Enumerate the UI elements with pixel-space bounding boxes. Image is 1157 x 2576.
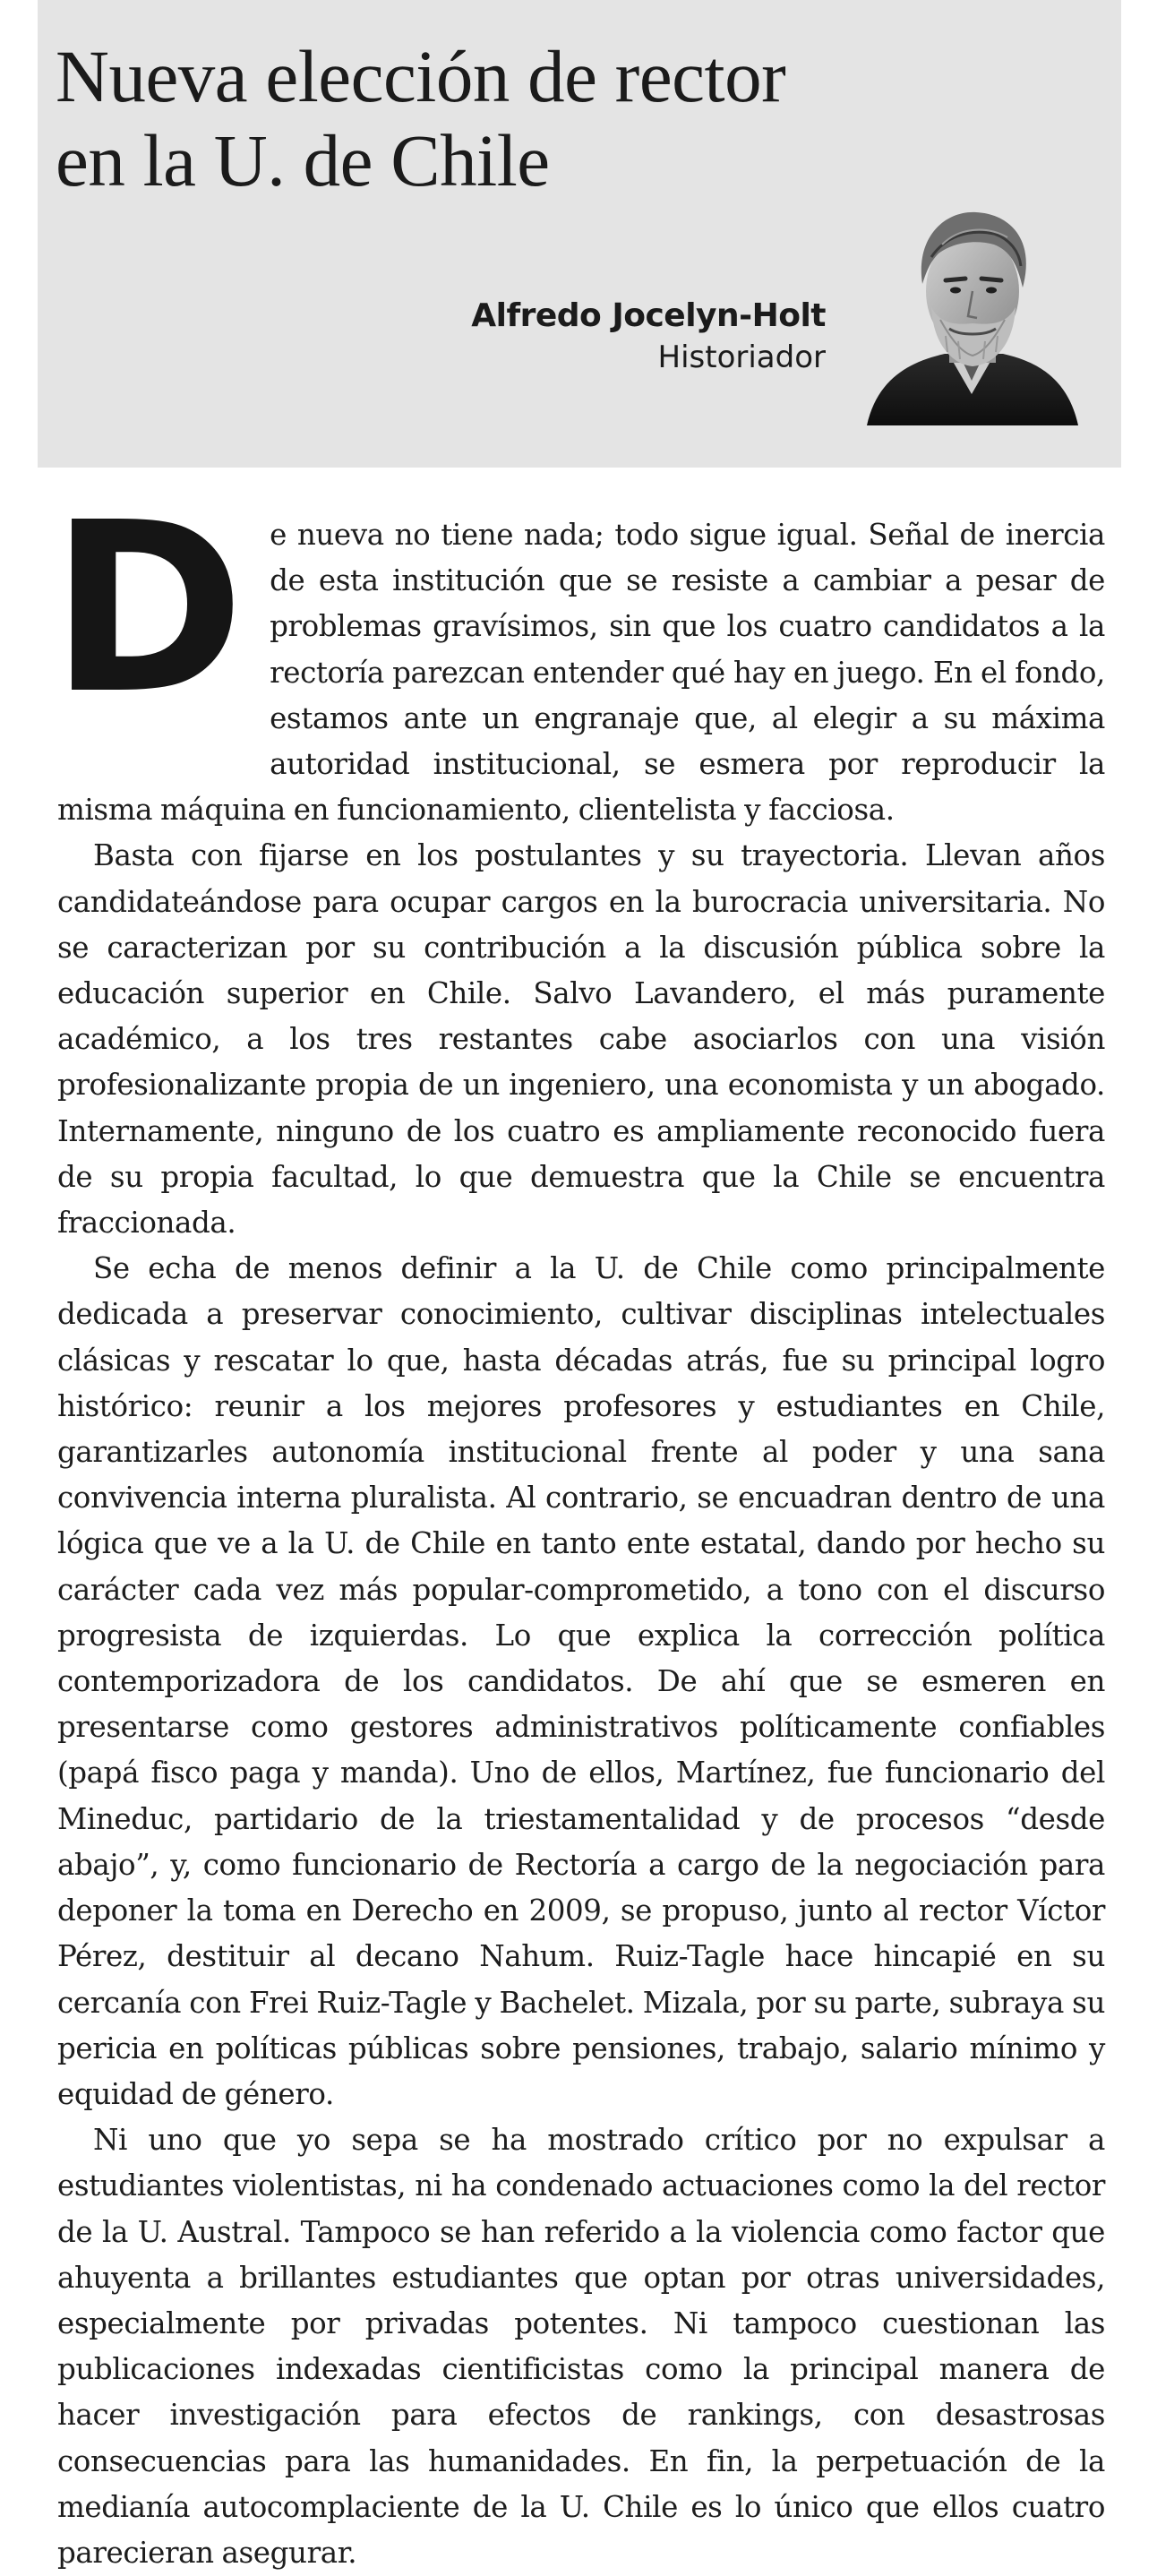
paragraph-2: Basta con fijarse en los postulantes y su trayectoria. Llevan años candidateándose para ocupar cargos en la burocracia universitaria. No se caracterizan por su contribución a la discusión pública sobre la educación superior en Chile. Salvo Lavandero, el más puramente académico, a los tres restantes cabe asociarlos con una visión profesionalizante propia de un ingeniero, una economista y un abogado. Internamente, ninguno de los cuatro es ampliamente reconocido fuera de su propia facultad, lo que demuestra que la Chile se encuentra fraccionada. (57, 838, 1105, 1241)
drop-cap: D (50, 472, 245, 745)
headline-line-1: Nueva elección de rector (56, 35, 786, 117)
article-body (50, 472, 1105, 2576)
headline (56, 34, 1023, 202)
headline-line-2: en la U. de Chile (56, 119, 550, 202)
paragraph-1 (50, 472, 1105, 833)
paragraph-3: Se echa de menos definir a la U. de Chile como principalmente dedicada a preservar conocimiento, cultivar disciplinas intelectuales clásicas y rescatar lo que, hasta décadas atrás, fue su principal logro histórico: reunir a los mejores profesores y estudiantes en Chile, garantizarles autonomía institucional frente al poder y una sana convivencia interna pluralista. Al contrario, se encuadran dentro de una lógica que ve a la U. de Chile en tanto ente estatal, dando por hecho su carácter cada vez más popular-comprometido, a tono con el discurso progresista de izquierdas. Lo que explica la corrección política contemporizadora de los candidatos. De ahí que se esmeren en presentarse como gestores administrativos políticamente confiables (papá fisco paga y manda). Uno de ellos, Martínez, fue funcionario del Mineduc, partidario de la triestamentalidad y de procesos “desde abajo”, y, como funcionario de Rectoría a cargo de la negociación para deponer la toma en Derecho en 2009, se propuso, junto al rector Víctor Pérez, destituir al decano Nahum. Ruiz-Tagle hace hincapié en su cercanía con Frei Ruiz-Tagle y Bachelet. Mizala, por su parte, subraya su pericia en políticas públicas sobre pensiones, trabajo, salario mínimo y equidad de género. (57, 1251, 1105, 2111)
byline (471, 296, 826, 378)
paragraph-1-text: e nueva no tiene nada; todo sigue igual. Señal de inercia de esta institución que se resiste a cambiar a pesar de problemas gravísimos, sin que los cuatro candidatos a la rectoría parezcan entender qué hay en juego. En el fondo, estamos ante un engranaje que, al elegir a su máxima autoridad institucional, se esmera por reproducir la misma máquina en funcionamiento, clientelista y facciosa. (57, 518, 1105, 828)
paragraph-4: Ni uno que yo sepa se ha mostrado crítico por no expulsar a estudiantes violentistas, ni ha condenado actuaciones como la del rector de la U. Austral. Tampoco se han referido a la violencia como factor que ahuyenta a brillantes estudiantes que optan por otras universidades, especialmente por privadas potentes. Ni tampoco cuestionan las publicaciones indexadas cientificistas como la principal manera de hacer investigación para efectos de rankings, con desastrosas consecuencias para las humanidades. En fin, la perpetuación de la medianía autocomplaciente de la U. Chile es lo único que ellos cuatro parecieran asegurar. (57, 2123, 1105, 2570)
author-name: Alfredo Jocelyn-Holt (471, 297, 826, 334)
author-portrait (860, 202, 1084, 425)
author-role: Historiador (657, 339, 826, 375)
